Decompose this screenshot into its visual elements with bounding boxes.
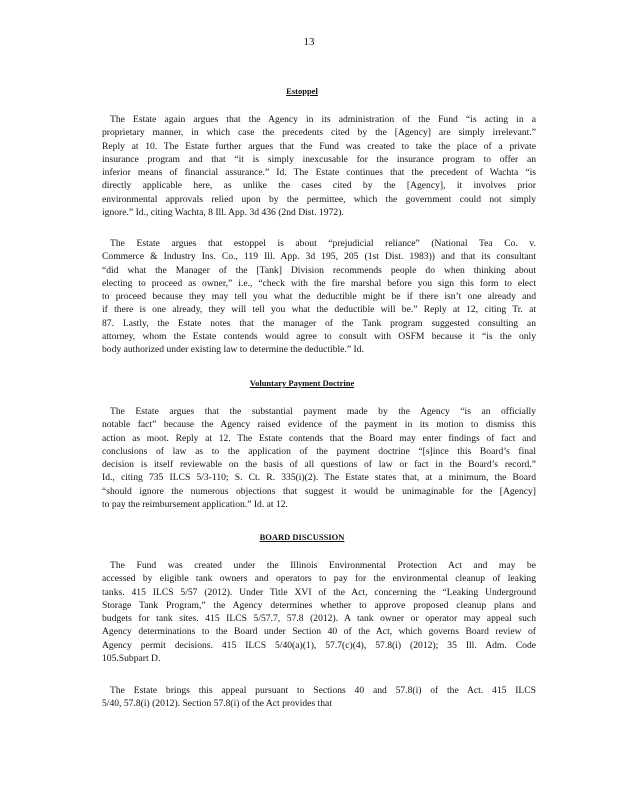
paragraph-board-discussion-1: The Fund was created under the Illinois Environmental Protection Act and may be accessed by eligible tank owners and operators to pay for the environmental cleanup of leaking tanks. 415 ILCS 5/57 (2012). Under Title XVI of the Act, concerning the “Leaking Underground Storage Tank Program,” the Agency determines whether to approve proposed cleanup plans and budgets for tank sites. 415 ILCS 5/57.7, 57.8 (2012). A tank owner or operator may appeal such Agency determinations to the Board under Section 40 of the Act, which governs Board review of Agency permit decisions. 415 ILCS 5/40(a)(1), 57.7(c)(4), 57.8(i) (2012); 35 Ill. Adm. Code 105.Subpart D. [102,560,536,665]
paragraph-estoppel-1: The Estate again argues that the Agency in its administration of the Fund “is acting in a proprietary manner, in which case the precedents cited by the [Agency] are simply irrelevant.” Reply at 10. The Estate further argues that the Fund was created to take the place of a private insurance program and that “it is simply inexcusable for the insurance program to offer an inferior means of financial assurance.” Id. The Estate continues that the precedent of Wachta “is directly applicable here, as unlike the cases cited by the [Agency], it involves prior environmental approvals relied upon by the permittee, which the government could not simply ignore.” Id., citing Wachta, 8 Ill. App. 3d 436 (2nd Dist. 1972). [102,114,536,219]
paragraph-board-discussion-2: The Estate brings this appeal pursuant to Sections 40 and 57.8(i) of the Act. 415 ILCS 5/40, 57.8(i) (2012). Section 57.8(i) of the Act provides that [102,685,536,710]
heading-voluntary-payment-doctrine: Voluntary Payment Doctrine [249,378,355,388]
paragraph-voluntary-payment: The Estate argues that the substantial payment made by the Agency “is an officially notable fact” because the Agency raised evidence of the payment in its motion to dismiss this action as moot. Reply at 12. The Estate contends that the Board may enter findings of fact and conclusions of law as to the application of the payment doctrine “[s]ince this Board’s final decision is itself reviewable on the basis of all questions of law or fact in the Board’s record.” Id., citing 735 ILCS 5/3-110; S. Ct. R. 335(i)(2). The Estate states that, at a minimum, the Board “should ignore the numerous objections that suggest it would be unimaginable for the [Agency] to pay the reimbursement application.” Id. at 12. [102,406,536,511]
heading-estoppel: Estoppel [286,86,318,96]
paragraph-estoppel-2: The Estate argues that estoppel is about “prejudicial reliance” (National Tea Co. v. Commerce & Industry Ins. Co., 119 Ill. App. 3d 195, 205 (1st Dist. 1983)) and that its consultant “did what the Manager of the [Tank] Division recommends people do when thinking about electing to proceed as owner,” i.e., “check with the fire marshal before you sign this form to elect to proceed because they may tell you what the deductible might be if there isn’t one already and if there is one already, they will tell you what the deductible will be.” Reply at 12, citing Tr. at 87. Lastly, the Estate notes that the manager of the Tank program suggested consulting an attorney, whom the Estate contends would agree to consult with OSFM because it “is the only body authorized under existing law to determine the deductible.” Id. [102,238,536,356]
heading-board-discussion: BOARD DISCUSSION [259,532,345,542]
page-number: 13 [303,36,315,48]
